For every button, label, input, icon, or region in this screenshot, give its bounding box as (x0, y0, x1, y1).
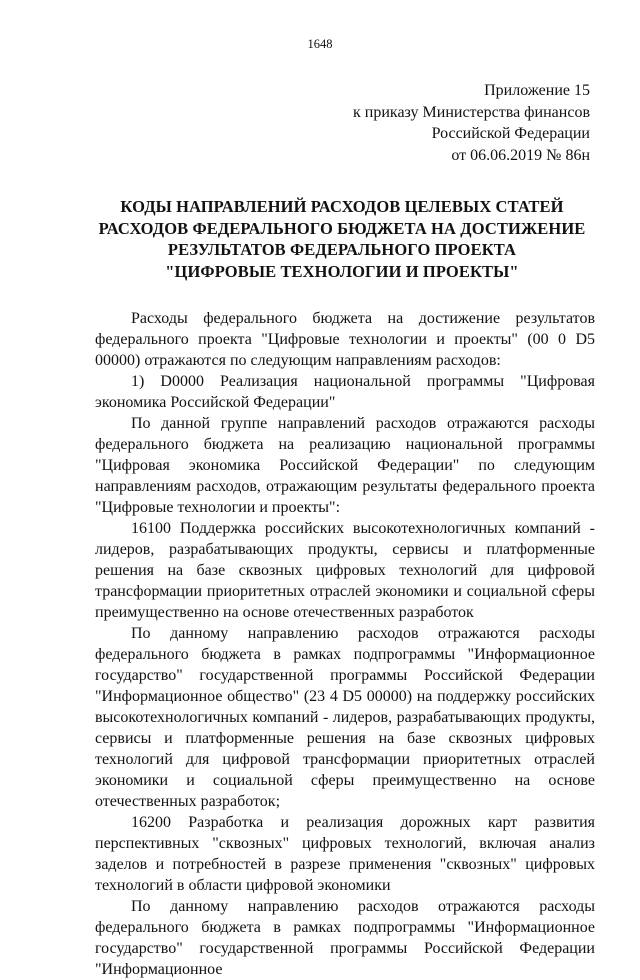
appendix-line: от 06.06.2019 № 86н (451, 146, 590, 164)
body-paragraph: 16200 Разработка и реализация дорожных карт развития перспективных "сквозных" цифровых технологий, включая анализ заделов и потребностей в разрезе применения "сквозных" цифровых технологий в области цифровой экономики (95, 814, 595, 894)
title-line: "ЦИФРОВЫЕ ТЕХНОЛОГИИ И ПРОЕКТЫ" (165, 261, 519, 281)
appendix-line: к приказу Министерства финансов (353, 103, 590, 121)
title-line: РЕЗУЛЬТАТОВ ФЕДЕРАЛЬНОГО ПРОЕКТА (167, 240, 517, 259)
appendix-reference (353, 80, 590, 166)
appendix-line: Приложение 15 (484, 82, 590, 99)
body-paragraph: 1) D0000 Реализация национальной программы "Цифровая экономика Российской Федерации" (95, 373, 595, 411)
body-paragraph: По данной группе направлений расходов отражаются расходы федерального бюджета на реализацию национальной программы "Цифровая экономика Российской Федерации" по следующим направлениям расходов, отражающим результаты федерального проекта "Цифровые технологии и проекты": (95, 415, 595, 516)
body-paragraph: 16100 Поддержка российских высокотехнологичных компаний - лидеров, разрабатывающих продукты, сервисы и платформенные решения на базе сквозных цифровых технологий для цифровой трансформации приоритетных отраслей экономики и социальной сферы преимущественно на основе отечественных разработок (95, 520, 595, 621)
title-line: КОДЫ НАПРАВЛЕНИЙ РАСХОДОВ ЦЕЛЕВЫХ СТАТЕЙ (120, 197, 564, 216)
body-paragraph: По данному направлению расходов отражаются расходы федерального бюджета в рамках подпрограммы "Информационное государство" государственной программы Российской Федерации "Информационное общество" (23 4 D5 00000) на поддержку российских высокотехнологичных компаний - лидеров, разрабатывающих продукты, сервисы и платформенные решения на базе сквозных цифровых технологий для цифровой трансформации приоритетных отраслей экономики и социальной сферы преимущественно на основе отечественных разработок; (95, 625, 595, 810)
document-title (80, 196, 604, 282)
document-body (95, 308, 595, 980)
body-paragraph: По данному направлению расходов отражаются расходы федерального бюджета в рамках подпрограммы "Информационное государство" государственной программы Российской Федерации "Информационное (95, 898, 595, 978)
page-number: 1648 (307, 37, 333, 51)
title-line: РАСХОДОВ ФЕДЕРАЛЬНОГО БЮДЖЕТА НА ДОСТИЖЕНИЕ (98, 218, 586, 238)
appendix-line: Российской Федерации (431, 125, 590, 142)
body-paragraph: Расходы федерального бюджета на достижение результатов федерального проекта "Цифровые технологии и проекты" (00 0 D5 00000) отражаются по следующим направлениям расходов: (95, 310, 595, 369)
